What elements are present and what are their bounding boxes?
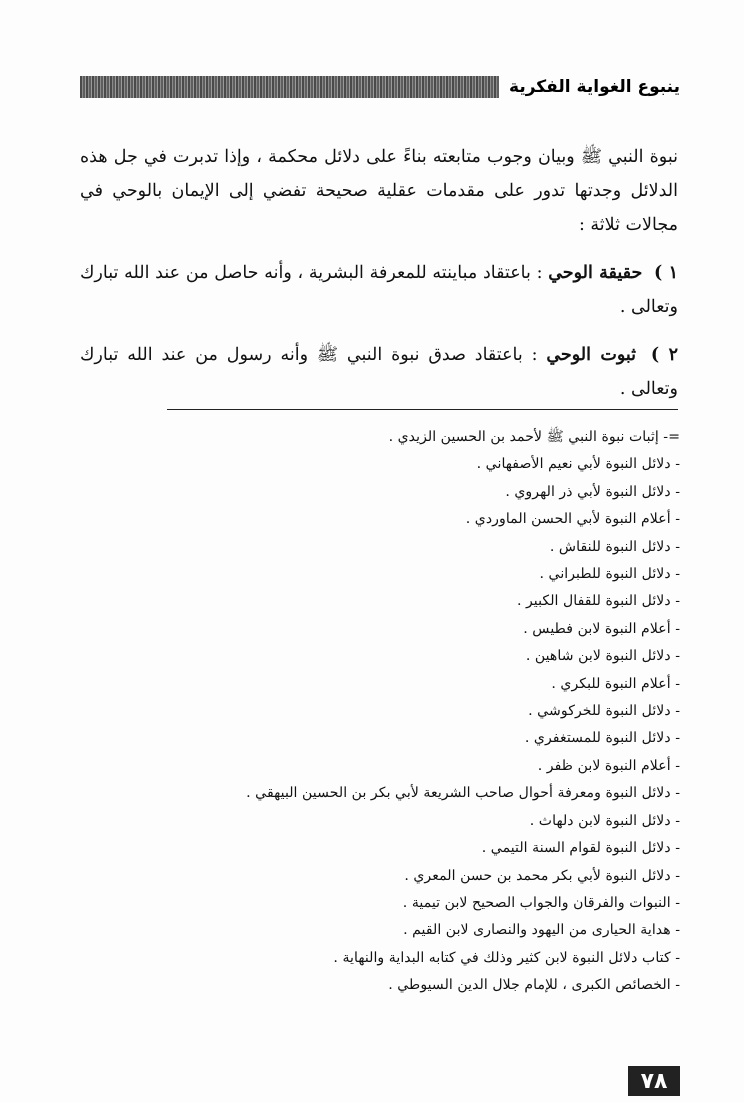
- footnote-item: =- إثبات نبوة النبي ﷺ لأحمد بن الحسين الزيدي .: [388, 429, 680, 445]
- footnote-item: - دلائل النبوة لأبي ذر الهروي .: [505, 483, 680, 500]
- footnote-item: - أعلام النبوة لابن ظفر .: [537, 757, 680, 774]
- point-1-number: ١ ): [654, 263, 678, 283]
- footnote-item: - هداية الحيارى من اليهود والنصارى لابن القيم .: [403, 922, 680, 939]
- footnote-item: - أعلام النبوة لأبي الحسن الماوردي .: [465, 511, 680, 528]
- footnote-item: - دلائل النبوة ومعرفة أحوال صاحب الشريعة لأبي بكر بن الحسين البيهقي .: [246, 785, 680, 802]
- main-text: [80, 140, 678, 420]
- footnote-item: - دلائل النبوة للمستغفري .: [524, 730, 680, 747]
- footnote-separator: [167, 409, 678, 410]
- footnote-item: - النبوات والفرقان والجواب الصحيح لابن تيمية .: [402, 894, 680, 911]
- point-1-term: حقيقة الوحي: [548, 263, 643, 283]
- point-1-text: : باعتقاد مباينته للمعرفة البشرية ، وأنه حاصل من عند الله تبارك وتعالى .: [80, 263, 678, 317]
- footnote-item: - أعلام النبوة للبكري .: [551, 675, 680, 692]
- header-decorative-bar: [80, 76, 499, 98]
- point-1: [80, 256, 678, 324]
- point-2: [80, 338, 678, 406]
- running-header-title: ينبوع الغواية الفكرية: [509, 77, 680, 97]
- footnote-item: - كتاب دلائل النبوة لابن كثير وذلك في كتابه البداية والنهاية .: [333, 949, 680, 966]
- point-2-text: : باعتقاد صدق نبوة النبي ﷺ وأنه رسول من عند الله تبارك وتعالى .: [80, 345, 678, 399]
- point-2-number: ٢ ): [650, 345, 678, 365]
- footnote-item: - أعلام النبوة لابن فطيس .: [523, 620, 680, 637]
- page-number: ٧٨: [628, 1066, 680, 1096]
- footnote-item: - دلائل النبوة لأبي نعيم الأصفهاني .: [476, 456, 680, 473]
- footnote-item: - دلائل النبوة للخركوشي .: [528, 703, 680, 720]
- intro-paragraph: نبوة النبي ﷺ وبيان وجوب متابعته بناءً على دلائل محكمة ، وإذا تدبرت في جل هذه الدلائل وجدتها تدور على مقدمات عقلية صحيحة تفضي إلى الإيمان بالوحي في مجالات ثلاثة :: [80, 147, 678, 235]
- running-header: [80, 72, 680, 102]
- footnotes-list: [160, 424, 680, 1000]
- footnote-item: - دلائل النبوة لأبي بكر محمد بن حسن المعري .: [404, 867, 680, 884]
- footnote-item: - دلائل النبوة للطبراني .: [539, 566, 680, 583]
- footnote-item: - دلائل النبوة لقوام السنة التيمي .: [481, 840, 680, 857]
- footnote-item: - دلائل النبوة للنقاش .: [549, 538, 680, 555]
- footnote-item: - دلائل النبوة لابن شاهين .: [525, 648, 680, 665]
- footnote-item: - دلائل النبوة للقفال الكبير .: [516, 593, 680, 610]
- point-2-term: ثبوت الوحي: [546, 345, 637, 365]
- footnote-item: - دلائل النبوة لابن دلهاث .: [529, 812, 680, 829]
- footnote-item: - الخصائص الكبرى ، للإمام جلال الدين السيوطي .: [388, 977, 680, 994]
